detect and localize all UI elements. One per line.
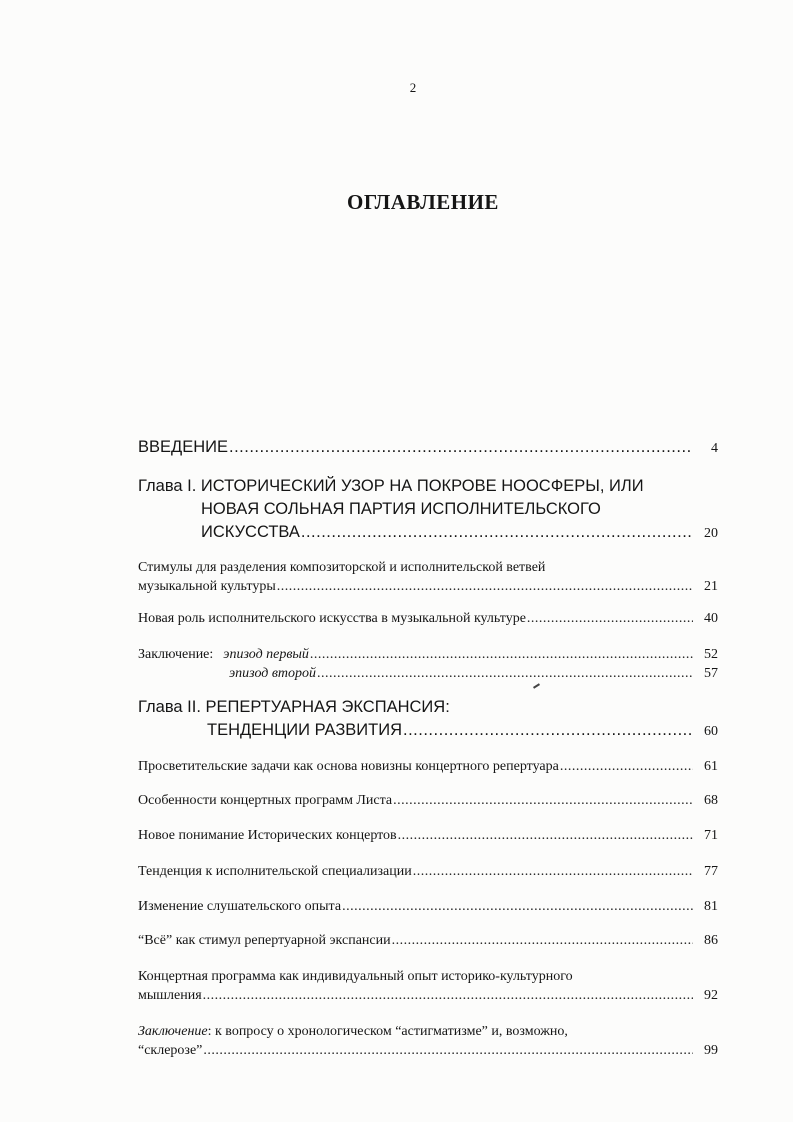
- toc-page-number: 86: [704, 933, 718, 948]
- toc-page-number: 81: [704, 899, 718, 914]
- dot-leader: [310, 645, 693, 664]
- toc-entry-title: Просветительские задачи как основа новизны концертного репертуара: [138, 759, 559, 774]
- toc-entry-educational-tasks[interactable]: [138, 759, 718, 775]
- toc-entry-title-line: мышления: [138, 988, 202, 1003]
- dot-leader: [229, 438, 693, 457]
- toc-entry-title-line: “склерозе”: [138, 1043, 203, 1058]
- toc-entry-title-line: : к вопросу о хронологическом “астигматизме” и, возможно,: [207, 1024, 568, 1039]
- toc-entry-title-line: Стимулы для разделения композиторской и исполнительской ветвей: [138, 560, 546, 575]
- dot-leader: [203, 1041, 693, 1060]
- dot-leader: [398, 828, 693, 844]
- toc-entry-title-line: ИСКУССТВА: [201, 523, 300, 541]
- toc-entry-conclusion-2[interactable]: [138, 1022, 718, 1060]
- dot-leader: [560, 759, 693, 775]
- toc-page-number: 57: [704, 666, 718, 681]
- dot-leader: [392, 933, 693, 949]
- page-title: ОГЛАВЛЕНИЕ: [347, 190, 499, 214]
- toc-entry-chapter-1[interactable]: [138, 475, 718, 545]
- toc-entry-listener-experience[interactable]: [138, 899, 718, 915]
- toc-entry-introduction[interactable]: [138, 438, 718, 457]
- toc-entry-title-line: НОВАЯ СОЛЬНАЯ ПАРТИЯ ИСПОЛНИТЕЛЬСКОГО: [201, 500, 601, 518]
- toc-entry-everything-stimulus[interactable]: [138, 933, 718, 949]
- dot-leader: [301, 521, 693, 544]
- toc-entry-title: Новое понимание Исторических концертов: [138, 828, 397, 843]
- toc-entry-title-line: Концертная программа как индивидуальный опыт историко-культурного: [138, 969, 573, 984]
- toc-page-number: 99: [704, 1043, 718, 1058]
- toc-page-number: 68: [704, 793, 718, 808]
- toc-page-number: 61: [704, 759, 718, 774]
- toc-page-number: 20: [704, 526, 718, 541]
- dot-leader: [317, 664, 693, 683]
- toc-subentry-title: эпизод первый: [223, 647, 309, 662]
- toc-entry-title: Заключение:: [138, 647, 214, 662]
- toc-entry-title: Изменение слушательского опыта: [138, 899, 342, 914]
- toc-entry-historical-concerts[interactable]: [138, 828, 718, 844]
- toc-entry-title-line: Глава II. РЕПЕРТУАРНАЯ ЭКСПАНСИЯ:: [138, 698, 450, 716]
- scan-mark: [533, 683, 540, 688]
- page-number: 2: [409, 80, 417, 95]
- toc-page-number: 21: [704, 579, 718, 594]
- toc-page-number: 71: [704, 828, 718, 843]
- toc-entry-title: “Всё” как стимул репертуарной экспансии: [138, 933, 391, 948]
- toc-entry-liszt-programs[interactable]: [138, 793, 718, 809]
- toc-page-number: 4: [711, 441, 718, 456]
- toc-entry-stimuli[interactable]: [138, 558, 718, 596]
- toc-page-number: 92: [704, 988, 718, 1003]
- toc-entry-specialization[interactable]: [138, 864, 718, 880]
- toc-entry-conclusion-1[interactable]: [138, 645, 718, 683]
- toc-page-number: 40: [704, 611, 718, 626]
- dot-leader: [393, 793, 693, 809]
- toc-entry-title: Особенности концертных программ Листа: [138, 793, 393, 808]
- toc-entry-concert-program[interactable]: [138, 967, 718, 1005]
- dot-leader: [277, 577, 693, 596]
- toc-entry-title: Новая роль исполнительского искусства в музыкальной культуре: [138, 611, 526, 626]
- toc-entry-new-role[interactable]: [138, 611, 718, 627]
- toc-entry-title-italic: Заключение: [138, 1024, 208, 1039]
- toc-subentry-title: эпизод второй: [229, 666, 317, 681]
- toc-entry-chapter-2[interactable]: [138, 696, 718, 743]
- toc-entry-title-line: музыкальной культуры: [138, 579, 276, 594]
- toc-entry-title: Тенденция к исполнительской специализации: [138, 864, 412, 879]
- dot-leader: [203, 986, 693, 1005]
- toc-entry-title-line: ТЕНДЕНЦИИ РАЗВИТИЯ: [207, 721, 403, 739]
- dot-leader: [413, 864, 693, 880]
- toc-entry-title: ВВЕДЕНИЕ: [138, 438, 228, 456]
- toc-entry-title-line: Глава I. ИСТОРИЧЕСКИЙ УЗОР НА ПОКРОВЕ НООСФЕРЫ, ИЛИ: [138, 477, 644, 495]
- toc-page-number: 60: [704, 724, 718, 739]
- toc-page-number: 52: [704, 647, 718, 662]
- dot-leader: [342, 899, 693, 915]
- dot-leader: [527, 611, 693, 627]
- dot-leader: [403, 719, 693, 742]
- toc-page-number: 77: [704, 864, 718, 879]
